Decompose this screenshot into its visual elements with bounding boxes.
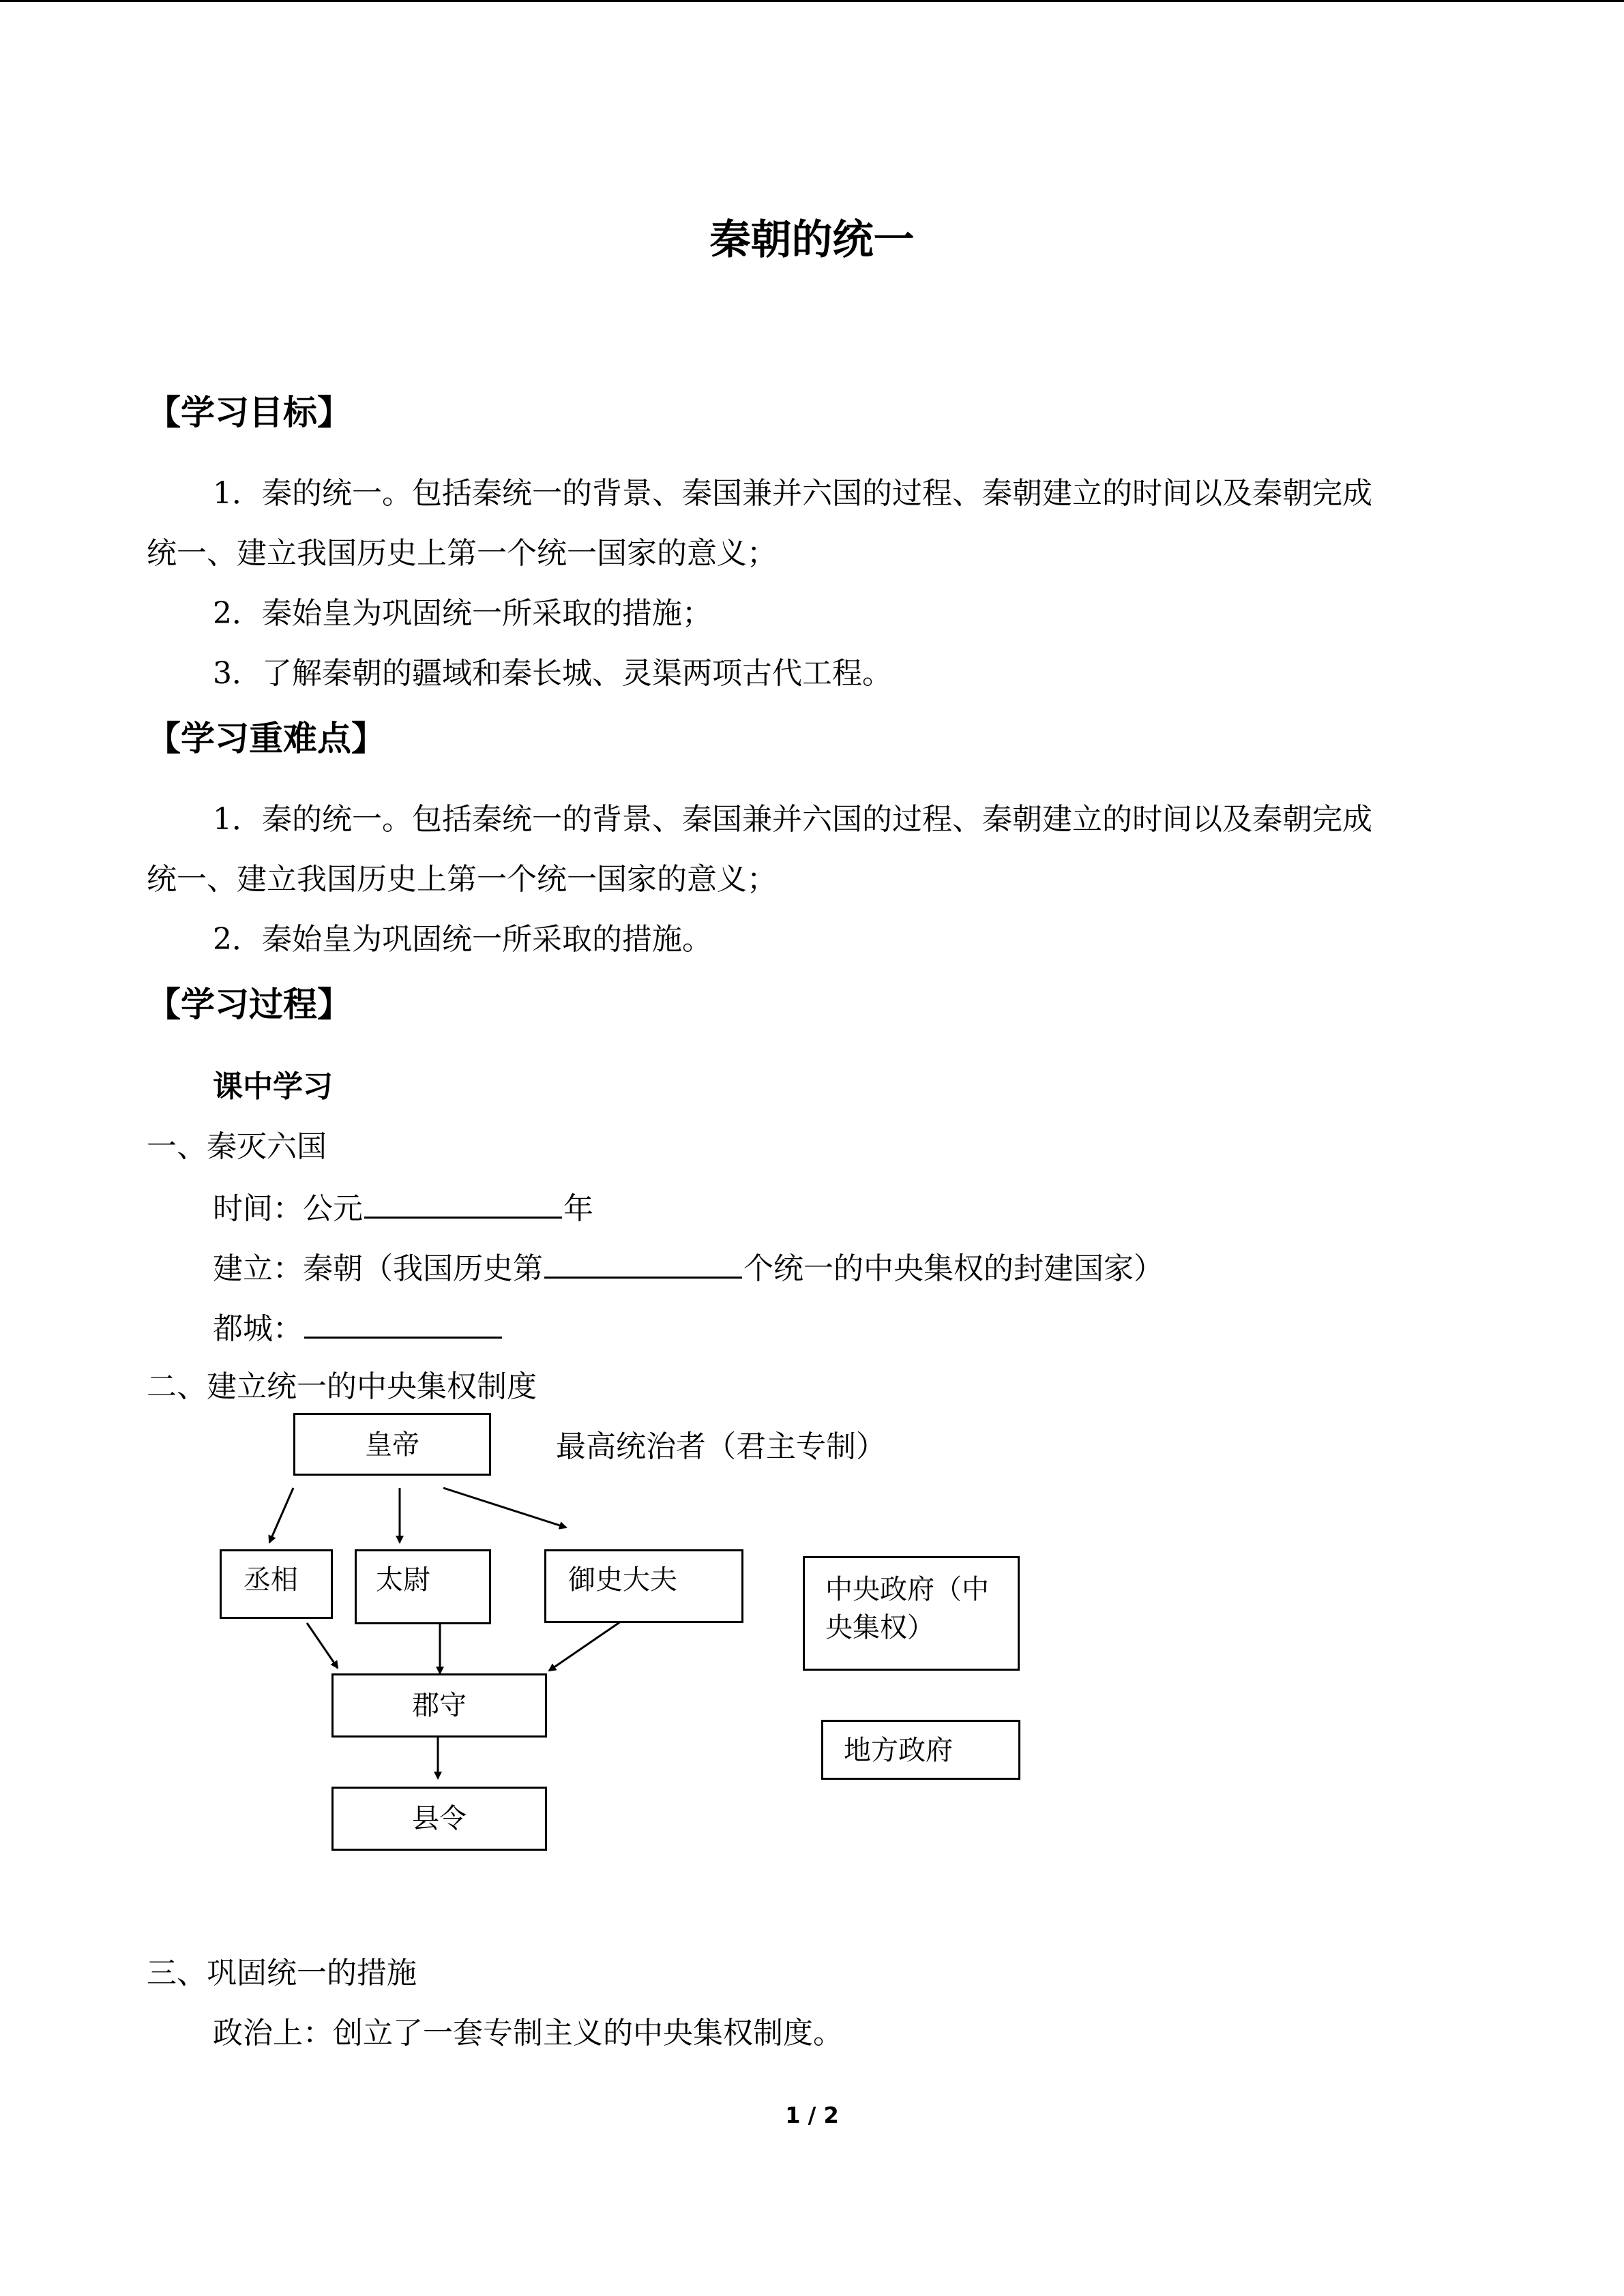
founded-blank[interactable] xyxy=(544,1247,742,1279)
time-prefix: 时间：公元 xyxy=(213,1191,363,1226)
arrow-censor-to-prefect xyxy=(549,1622,621,1671)
chancellor-label: 丞相 xyxy=(243,1564,298,1596)
time-line xyxy=(213,1187,593,1229)
central-government-box xyxy=(803,1556,1020,1671)
local-government-box xyxy=(821,1720,1020,1780)
part3-title: 三、巩固统一的措施 xyxy=(147,1956,417,1991)
arrow-chancellor-to-prefect xyxy=(307,1623,338,1668)
taiwei-box xyxy=(355,1549,491,1624)
goals-item1-line2: 统一、建立我国历史上第一个统一国家的意义； xyxy=(147,536,777,571)
chancellor-box xyxy=(220,1549,333,1619)
prefect-label: 郡守 xyxy=(412,1690,467,1721)
top-border-line xyxy=(0,0,1624,2)
county-label: 县令 xyxy=(412,1803,467,1834)
goals-heading: 【学习目标】 xyxy=(147,393,351,432)
founded-suffix: 个统一的中央集权的封建国家） xyxy=(743,1251,1164,1286)
central-government-line1: 中央政府（中 xyxy=(825,1574,989,1605)
in-class-subheading: 课中学习 xyxy=(213,1069,333,1104)
local-government-label: 地方政府 xyxy=(844,1735,953,1766)
page-number: 1 / 2 xyxy=(785,2102,839,2128)
founded-line xyxy=(213,1247,1164,1289)
key-points-heading: 【学习重难点】 xyxy=(147,719,385,758)
political-measure: 政治上：创立了一套专制主义的中央集权制度。 xyxy=(213,2016,843,2051)
document-title: 秦朝的统一 xyxy=(709,216,915,264)
goals-item1-line1: 1．秦的统一。包括秦统一的背景、秦国兼并六国的过程、秦朝建立的时间以及秦朝完成 xyxy=(213,476,1372,511)
part2-title: 二、建立统一的中央集权制度 xyxy=(147,1369,537,1404)
arrow-emperor-to-chancellor xyxy=(269,1488,293,1542)
capital-blank[interactable] xyxy=(304,1307,502,1339)
key-points-item1-line2: 统一、建立我国历史上第一个统一国家的意义； xyxy=(147,862,777,897)
taiwei-label: 太尉 xyxy=(376,1564,430,1596)
process-heading: 【学习过程】 xyxy=(147,985,351,1024)
arrow-emperor-to-censor xyxy=(443,1488,566,1527)
emperor-box xyxy=(293,1413,491,1476)
time-blank[interactable] xyxy=(364,1187,562,1219)
key-points-item1-line1: 1．秦的统一。包括秦统一的背景、秦国兼并六国的过程、秦朝建立的时间以及秦朝完成 xyxy=(213,802,1372,837)
censor-box xyxy=(544,1549,743,1623)
key-points-item2: 2．秦始皇为巩固统一所采取的措施。 xyxy=(213,922,712,957)
goals-item2: 2．秦始皇为巩固统一所采取的措施； xyxy=(213,596,712,631)
county-box xyxy=(331,1787,547,1851)
capital-prefix: 都城： xyxy=(213,1311,303,1346)
part1-title: 一、秦灭六国 xyxy=(147,1129,327,1164)
founded-prefix: 建立：秦朝（我国历史第 xyxy=(213,1251,543,1286)
time-suffix: 年 xyxy=(563,1191,593,1226)
central-government-line2: 央集权） xyxy=(825,1612,934,1643)
goals-item3: 3．了解秦朝的疆域和秦长城、灵渠两项古代工程。 xyxy=(213,656,892,691)
capital-line xyxy=(213,1307,503,1350)
emperor-label: 皇帝 xyxy=(365,1429,419,1461)
emperor-note: 最高统治者（君主专制） xyxy=(556,1429,886,1464)
censor-label: 御史大夫 xyxy=(568,1564,677,1596)
prefect-box xyxy=(331,1673,547,1738)
